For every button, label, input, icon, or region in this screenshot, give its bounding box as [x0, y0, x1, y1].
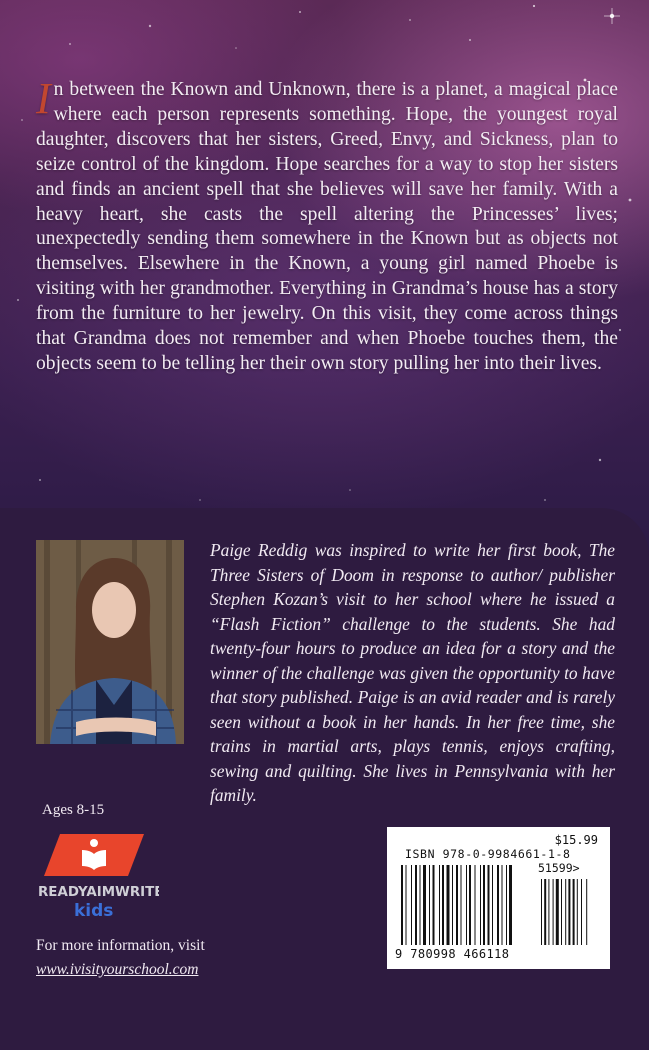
publisher-logo	[34, 828, 159, 920]
author-photo	[36, 540, 184, 744]
website-link[interactable]: www.ivisityourschool.com	[36, 961, 199, 978]
isbn-digits: 9 780998 466118	[395, 947, 510, 961]
logo-line2: kids	[74, 901, 114, 920]
author-bio: Paige Reddig was inspired to write her first book, The Three Sisters of Doom in response to author/ publisher Stephen Kozan’s visit to her school where he issued a “Flash Fiction” challenge to the students. She had twenty-four hours to produce an idea for a story and the winner of the challenge was given the opportunity to have that story published. Paige is an avid reader and is rarely seen without a book in her hands. In her free time, she trains in martial arts, plays tennis, enjoys crafting, sewing and quilting. She lives in Pennsylvania with her family.	[210, 540, 615, 805]
barcode	[387, 827, 610, 969]
age-range: Ages 8-15	[42, 802, 105, 818]
price: $15.99	[554, 833, 598, 847]
price-addon: 51599>	[538, 861, 580, 875]
drop-cap: I	[36, 74, 51, 123]
synopsis-text: n between the Known and Unknown, there is a planet, a magical place where each person represents something. Hope, the youngest royal daughter, discovers that her sisters, Greed, Envy, and Sickness, plan to seize control of the kingdom. Hope searches for a way to stop her sisters and finds an ancient spell that she believes will save her family. With a heavy heart, she casts the spell altering the Princesses’ lives; unexpectedly sending them somewhere in the Known but as objects not themselves. Elsewhere in the Known, a young girl named Phoebe is visiting with her grandmother. Everything in Grandma’s house has a story from the furniture to her jewelry. On this visit, they come across things that Grandma does not remember and when Phoebe touches them, the objects seem to be telling her their own story pulling her into their lives.	[36, 79, 618, 374]
more-info-label: For more information, visit	[36, 937, 205, 954]
isbn-label: ISBN 978-0-9984661-1-8	[405, 847, 571, 861]
more-info	[36, 934, 205, 982]
logo-line1: READYAIMWRITE	[38, 885, 159, 900]
barcode-bars	[401, 865, 601, 949]
synopsis	[36, 74, 618, 377]
